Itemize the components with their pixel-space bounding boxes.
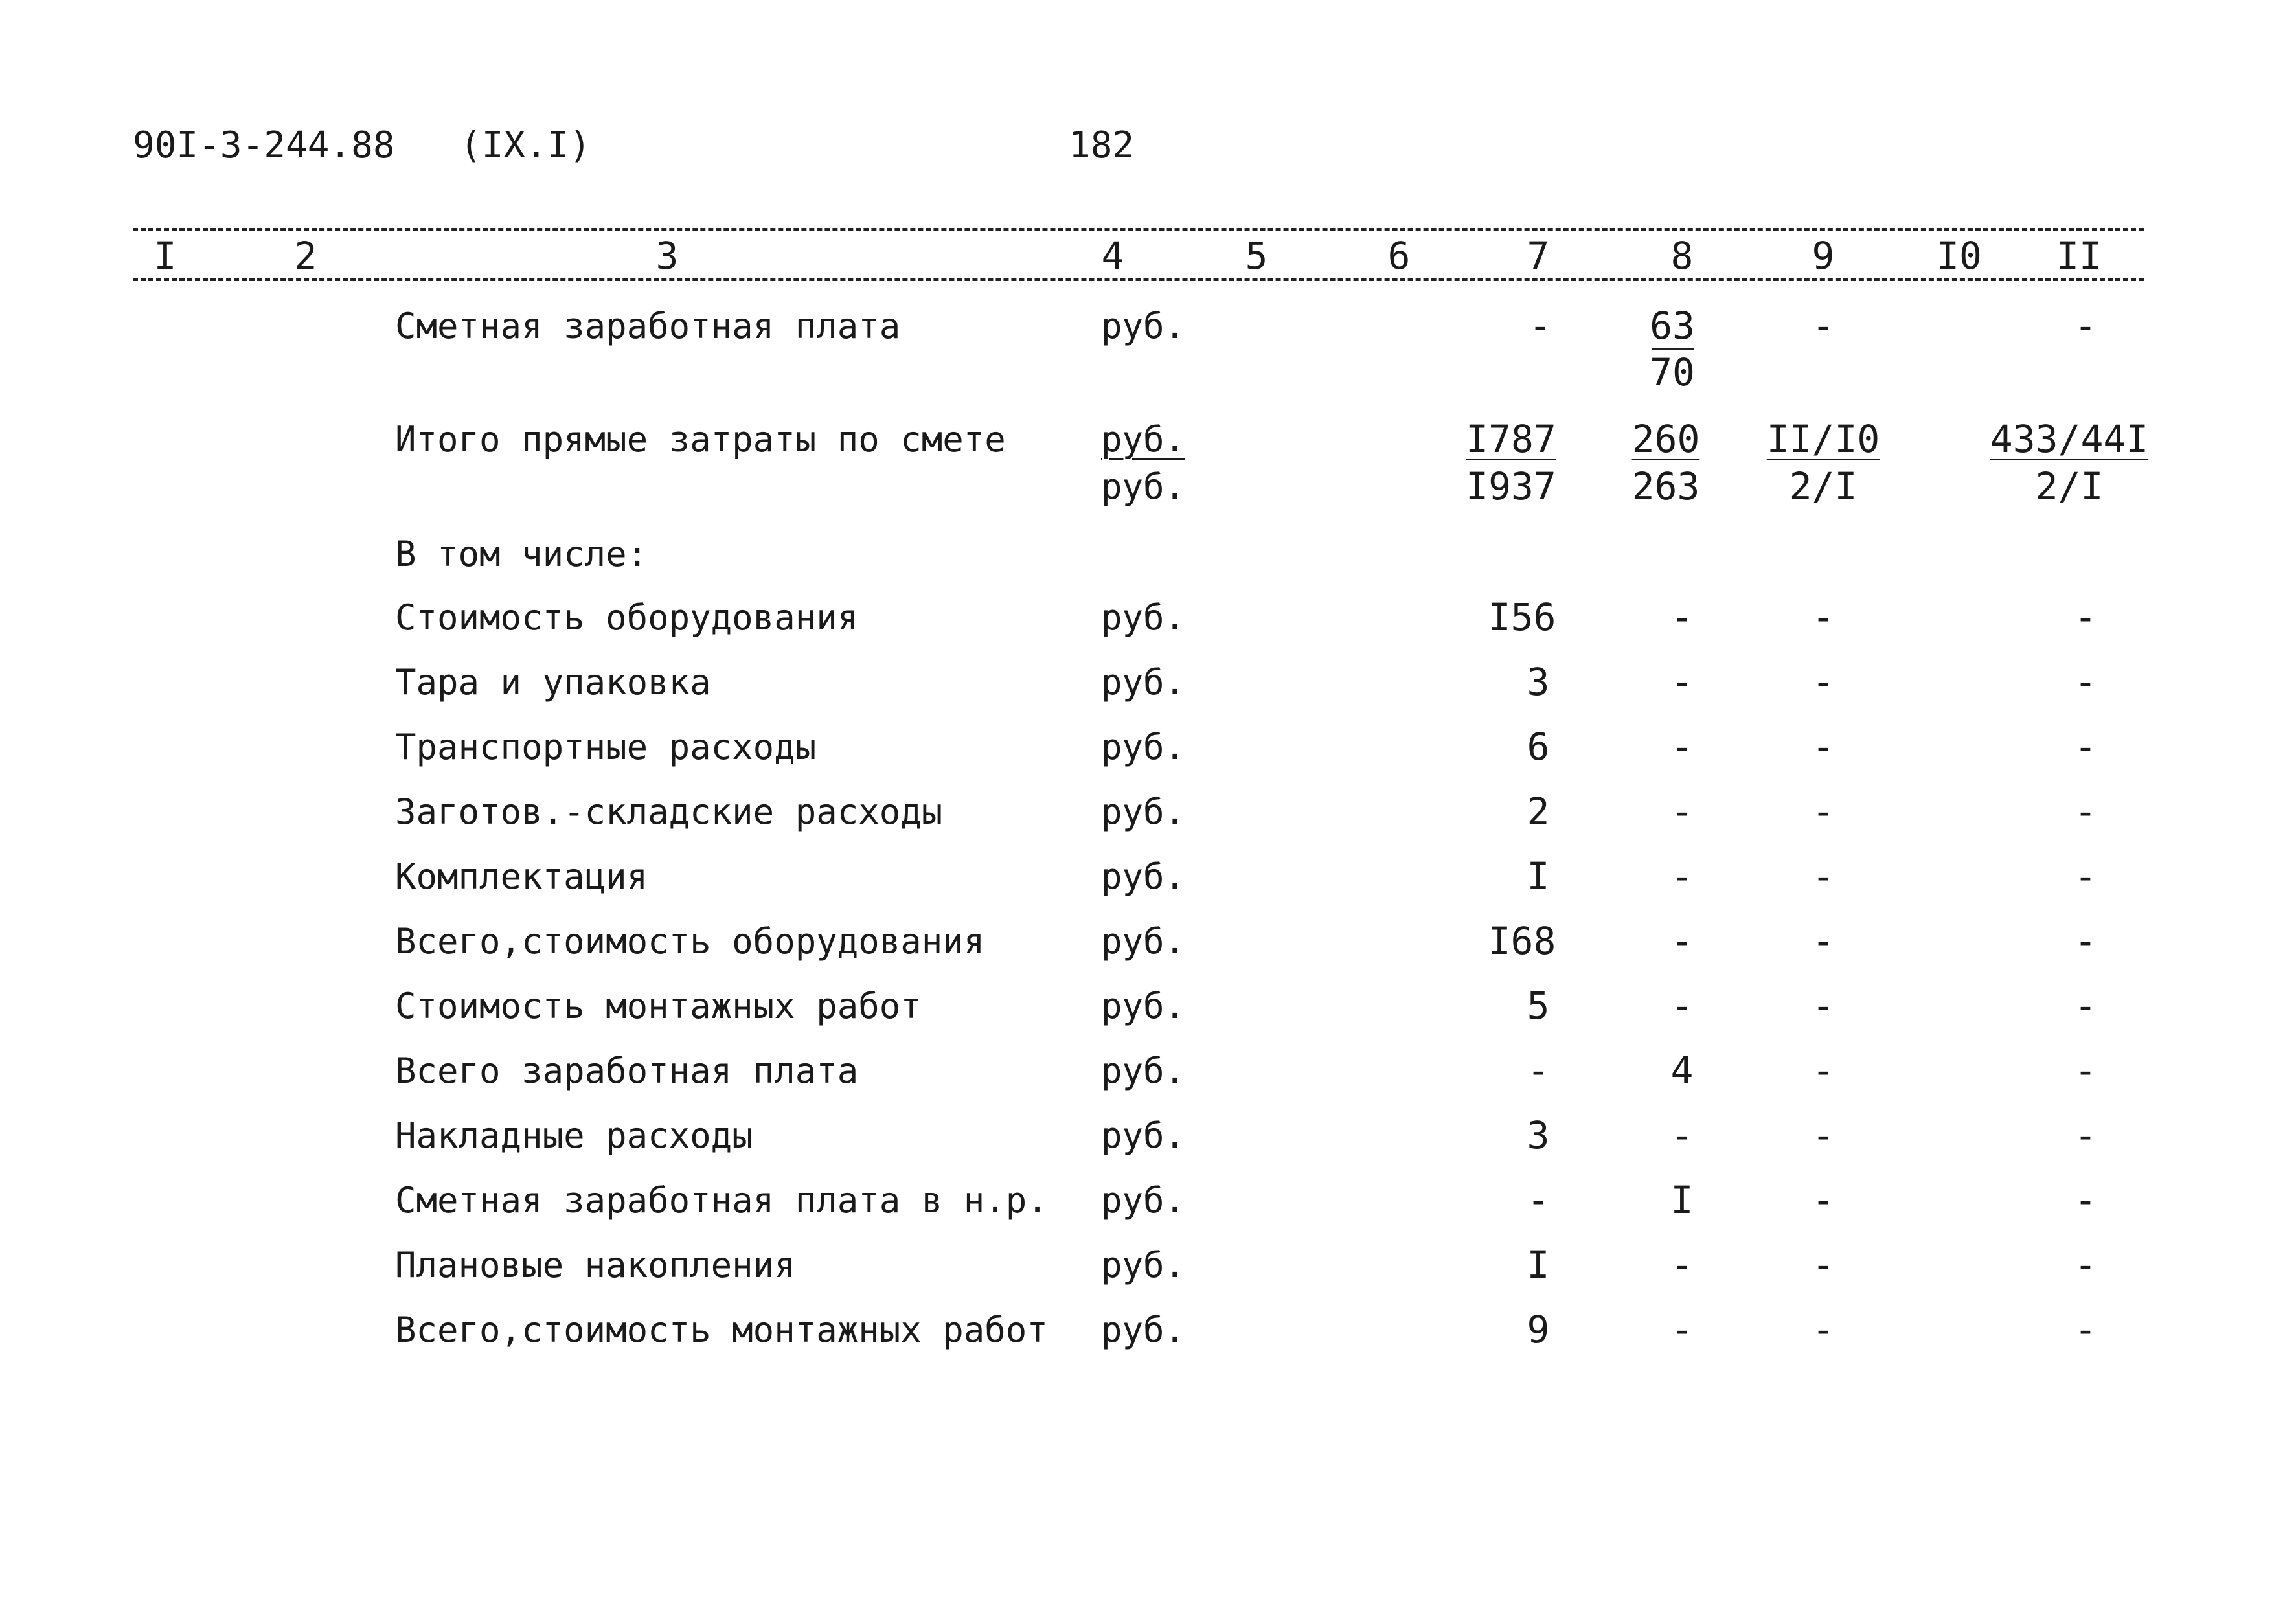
row-unit-bottom: руб. xyxy=(1101,466,1186,507)
cell-col9: - xyxy=(1812,1048,1835,1093)
header-bottom-rule xyxy=(133,278,2144,281)
cell-col7: - xyxy=(1529,304,1552,348)
row-label: Стоимость монтажных работ xyxy=(395,986,922,1026)
cell-col7: I68 xyxy=(1488,919,1556,963)
section-code: (IX.I) xyxy=(460,124,591,166)
cell-col8-top: 260 xyxy=(1631,417,1700,461)
cell-col9: - xyxy=(1812,660,1835,704)
cell-col11: - xyxy=(2074,1243,2097,1287)
column-header: 5 xyxy=(1245,234,1268,278)
row-unit: руб. xyxy=(1101,856,1186,897)
cell-col11: - xyxy=(2074,595,2097,639)
column-header: II xyxy=(2056,234,2102,278)
cell-col9: - xyxy=(1812,1308,1835,1352)
row-label: Комплектация xyxy=(395,856,648,897)
cell-col9: - xyxy=(1812,1178,1835,1222)
cell-col8: - xyxy=(1670,1113,1694,1157)
cell-col7: - xyxy=(1527,1178,1550,1222)
cell-col11: - xyxy=(2074,304,2097,348)
cell-col7: 6 xyxy=(1527,725,1550,769)
row-unit: руб. xyxy=(1101,1180,1186,1221)
row-label: Накладные расходы xyxy=(395,1115,753,1156)
cell-col11: - xyxy=(2074,725,2097,769)
row-unit: руб. xyxy=(1101,986,1186,1026)
column-header: 8 xyxy=(1670,234,1694,278)
column-header: I xyxy=(153,234,177,278)
cell-col9: - xyxy=(1812,725,1835,769)
row-label: Сметная заработная плата xyxy=(395,306,901,346)
cell-col9: - xyxy=(1812,984,1835,1028)
cell-col7-bottom: I937 xyxy=(1466,464,1556,508)
row-label: Всего заработная плата xyxy=(395,1050,859,1091)
cell-col8: - xyxy=(1670,725,1694,769)
cell-col9: - xyxy=(1812,1243,1835,1287)
cell-col11: - xyxy=(2074,1178,2097,1222)
cell-col7: 2 xyxy=(1527,789,1550,833)
cell-col7: - xyxy=(1527,1048,1550,1093)
cell-col8: I xyxy=(1670,1178,1694,1222)
cell-col7-top: I787 xyxy=(1466,417,1556,461)
row-unit: руб. xyxy=(1101,597,1186,638)
cell-col7: 3 xyxy=(1527,1113,1550,1157)
cell-col8: - xyxy=(1670,984,1694,1028)
row-unit: руб. xyxy=(1101,306,1186,346)
cell-col8: 4 xyxy=(1670,1048,1694,1093)
row-unit: руб. xyxy=(1101,1245,1186,1285)
row-label: Всего,стоимость монтажных работ xyxy=(395,1309,1048,1350)
column-header: 2 xyxy=(294,234,317,278)
cell-col9: - xyxy=(1812,789,1835,833)
cell-col8: - xyxy=(1670,1243,1694,1287)
row-label: Плановые накопления xyxy=(395,1245,795,1285)
row-unit: руб. xyxy=(1101,662,1186,703)
row-label: Тара и упаковка xyxy=(395,662,711,703)
cell-col7: 5 xyxy=(1527,984,1550,1028)
cell-col11-bottom: 2/I xyxy=(2035,464,2104,508)
row-label: Транспортные расходы xyxy=(395,727,817,767)
cell-col11: - xyxy=(2074,1308,2097,1352)
row-unit: руб. xyxy=(1101,1050,1186,1091)
row-label: Итого прямые затраты по смете xyxy=(395,419,1006,460)
column-header: 7 xyxy=(1527,234,1550,278)
row-unit: руб. xyxy=(1101,1115,1186,1156)
cell-col11: - xyxy=(2074,854,2097,898)
row-label: Всего,стоимость оборудования xyxy=(395,921,985,962)
cell-col11: - xyxy=(2074,984,2097,1028)
cell-col8: - xyxy=(1670,1308,1694,1352)
cell-col7: 9 xyxy=(1527,1308,1550,1352)
cell-col8: - xyxy=(1670,789,1694,833)
cell-col8-numerator: 63 xyxy=(1650,304,1695,348)
cell-col8: - xyxy=(1670,854,1694,898)
cell-col11: - xyxy=(2074,1048,2097,1093)
row-label: Сметная заработная плата в н.р. xyxy=(395,1180,1048,1221)
cell-col8: - xyxy=(1670,595,1694,639)
cell-col11-top: 433/44I xyxy=(1990,417,2149,461)
cell-col9: - xyxy=(1812,304,1835,348)
cell-col11: - xyxy=(2074,919,2097,963)
cell-col8: - xyxy=(1670,660,1694,704)
cell-col9-bottom: 2/I xyxy=(1789,464,1858,508)
column-header: 6 xyxy=(1387,234,1411,278)
cell-col7: I xyxy=(1527,1243,1550,1287)
cell-col11: - xyxy=(2074,660,2097,704)
page-number: 182 xyxy=(1069,124,1135,166)
row-unit: руб. xyxy=(1101,791,1186,832)
cell-col8-denominator: 70 xyxy=(1650,350,1695,394)
cell-col11: - xyxy=(2074,1113,2097,1157)
cell-col8: - xyxy=(1670,919,1694,963)
cell-col7: 3 xyxy=(1527,660,1550,704)
column-header: I0 xyxy=(1937,234,1982,278)
row-label: В том числе: xyxy=(395,534,648,574)
row-unit: руб. xyxy=(1101,727,1186,767)
cell-col9: - xyxy=(1812,854,1835,898)
row-unit-top: руб. xyxy=(1101,419,1186,460)
cell-col7: I xyxy=(1527,854,1550,898)
cell-col7: I56 xyxy=(1488,595,1556,639)
cell-col9: - xyxy=(1812,919,1835,963)
row-unit: руб. xyxy=(1101,1309,1186,1350)
row-label: Стоимость оборудования xyxy=(395,597,859,638)
cell-col11: - xyxy=(2074,789,2097,833)
cell-col9-top: II/I0 xyxy=(1766,417,1880,461)
cell-col8-bottom: 263 xyxy=(1631,464,1700,508)
column-header: 4 xyxy=(1101,234,1124,278)
cell-col9: - xyxy=(1812,595,1835,639)
column-header: 3 xyxy=(655,234,679,278)
header-top-rule xyxy=(133,228,2144,231)
column-header: 9 xyxy=(1812,234,1835,278)
row-label: Заготов.-складские расходы xyxy=(395,791,943,832)
document-code: 90I-3-244.88 xyxy=(133,124,395,166)
row-unit: руб. xyxy=(1101,921,1186,962)
cell-col9: - xyxy=(1812,1113,1835,1157)
